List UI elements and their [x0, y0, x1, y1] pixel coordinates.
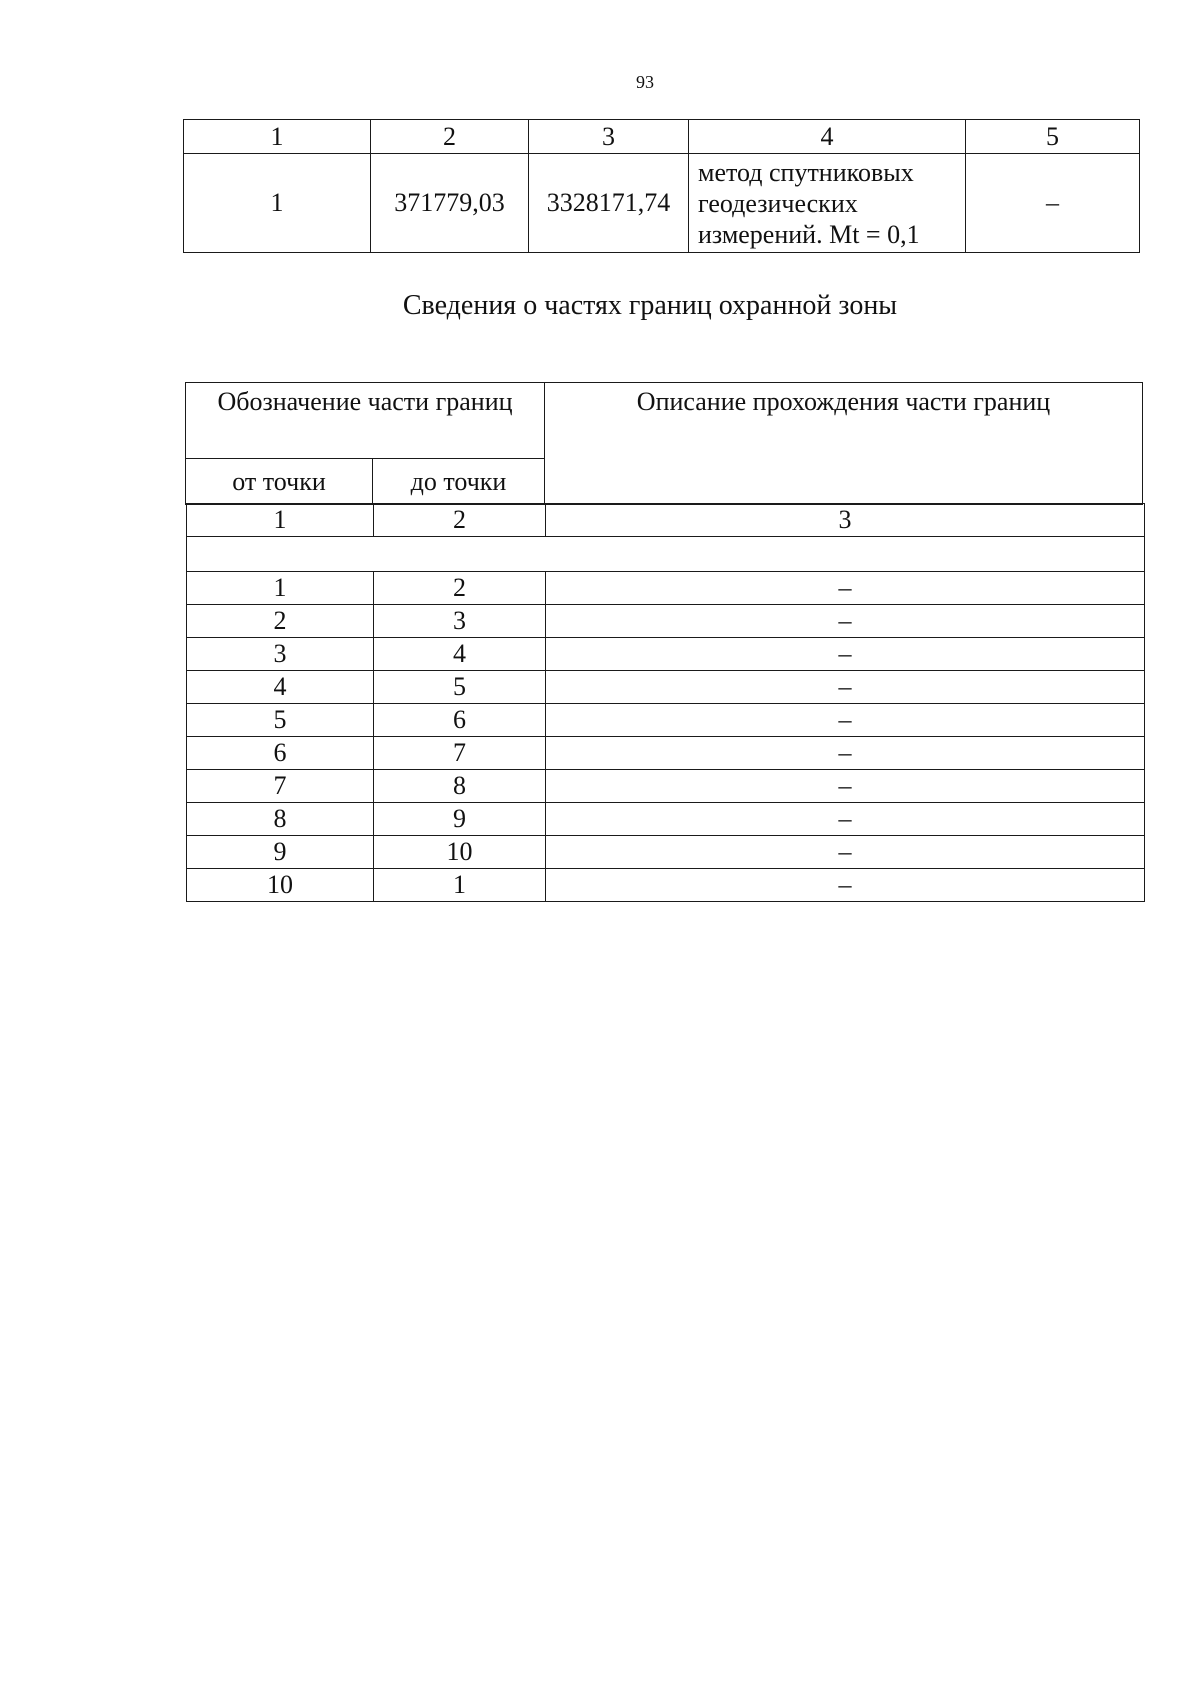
table-row	[187, 836, 1145, 869]
column-number: 3	[546, 504, 1145, 537]
method-line: геодезических	[698, 188, 858, 218]
table-header-row	[184, 120, 1140, 154]
to-point: 3	[374, 605, 546, 638]
column-number: 5	[966, 120, 1140, 154]
to-point: 10	[374, 836, 546, 869]
from-point: 1	[187, 572, 374, 605]
designation-header: Обозначение части границ	[186, 383, 545, 459]
column-number: 3	[529, 120, 689, 154]
from-point: 7	[187, 770, 374, 803]
to-point: 5	[374, 671, 546, 704]
table-row	[187, 737, 1145, 770]
column-number: 2	[374, 504, 546, 537]
from-point: 6	[187, 737, 374, 770]
table-row	[187, 671, 1145, 704]
to-point: 9	[374, 803, 546, 836]
description-cell: –	[546, 704, 1145, 737]
to-point: 8	[374, 770, 546, 803]
description-cell: –	[546, 737, 1145, 770]
from-point: 5	[187, 704, 374, 737]
from-point: 8	[187, 803, 374, 836]
description-cell: –	[546, 572, 1145, 605]
method-line: метод спутниковых	[698, 157, 914, 187]
point-number: 1	[184, 154, 371, 253]
blank-row	[187, 537, 1145, 572]
section-title: Сведения о частях границ охранной зоны	[402, 290, 898, 321]
coordinates-table	[183, 119, 1140, 253]
to-point: 7	[374, 737, 546, 770]
table-row	[187, 770, 1145, 803]
from-point: 4	[187, 671, 374, 704]
from-point: 10	[187, 869, 374, 902]
description-cell: –	[546, 803, 1145, 836]
column-number-row	[187, 504, 1145, 537]
column-number: 2	[371, 120, 529, 154]
description-cell: –	[546, 605, 1145, 638]
method-line: измерений. Mt = 0,1	[698, 219, 920, 249]
column-number: 1	[187, 504, 374, 537]
from-point-header: от точки	[186, 459, 373, 505]
description-cell: –	[546, 638, 1145, 671]
to-point: 6	[374, 704, 546, 737]
coordinate-x: 371779,03	[371, 154, 529, 253]
table-row	[184, 154, 1140, 253]
from-point: 3	[187, 638, 374, 671]
table-row	[187, 803, 1145, 836]
blank-cell	[187, 537, 1145, 572]
description-cell: –	[546, 836, 1145, 869]
description-cell: –	[546, 671, 1145, 704]
to-point: 4	[374, 638, 546, 671]
table-row	[187, 704, 1145, 737]
description-cell: –	[546, 770, 1145, 803]
to-point: 2	[374, 572, 546, 605]
column-number: 1	[184, 120, 371, 154]
page-number: 93	[636, 72, 654, 92]
parts-table-header	[185, 382, 1143, 505]
table-row	[187, 869, 1145, 902]
column-number: 4	[689, 120, 966, 154]
from-point: 9	[187, 836, 374, 869]
to-point-header: до точки	[373, 459, 545, 505]
table-row	[187, 572, 1145, 605]
to-point: 1	[374, 869, 546, 902]
description-cell: –	[546, 869, 1145, 902]
table-row	[187, 605, 1145, 638]
from-point: 2	[187, 605, 374, 638]
description-header: Описание прохождения части границ	[545, 383, 1143, 505]
coordinate-y: 3328171,74	[529, 154, 689, 253]
table-row	[187, 638, 1145, 671]
determination-method	[689, 154, 966, 253]
note-cell: –	[966, 154, 1140, 253]
parts-table	[186, 503, 1145, 902]
